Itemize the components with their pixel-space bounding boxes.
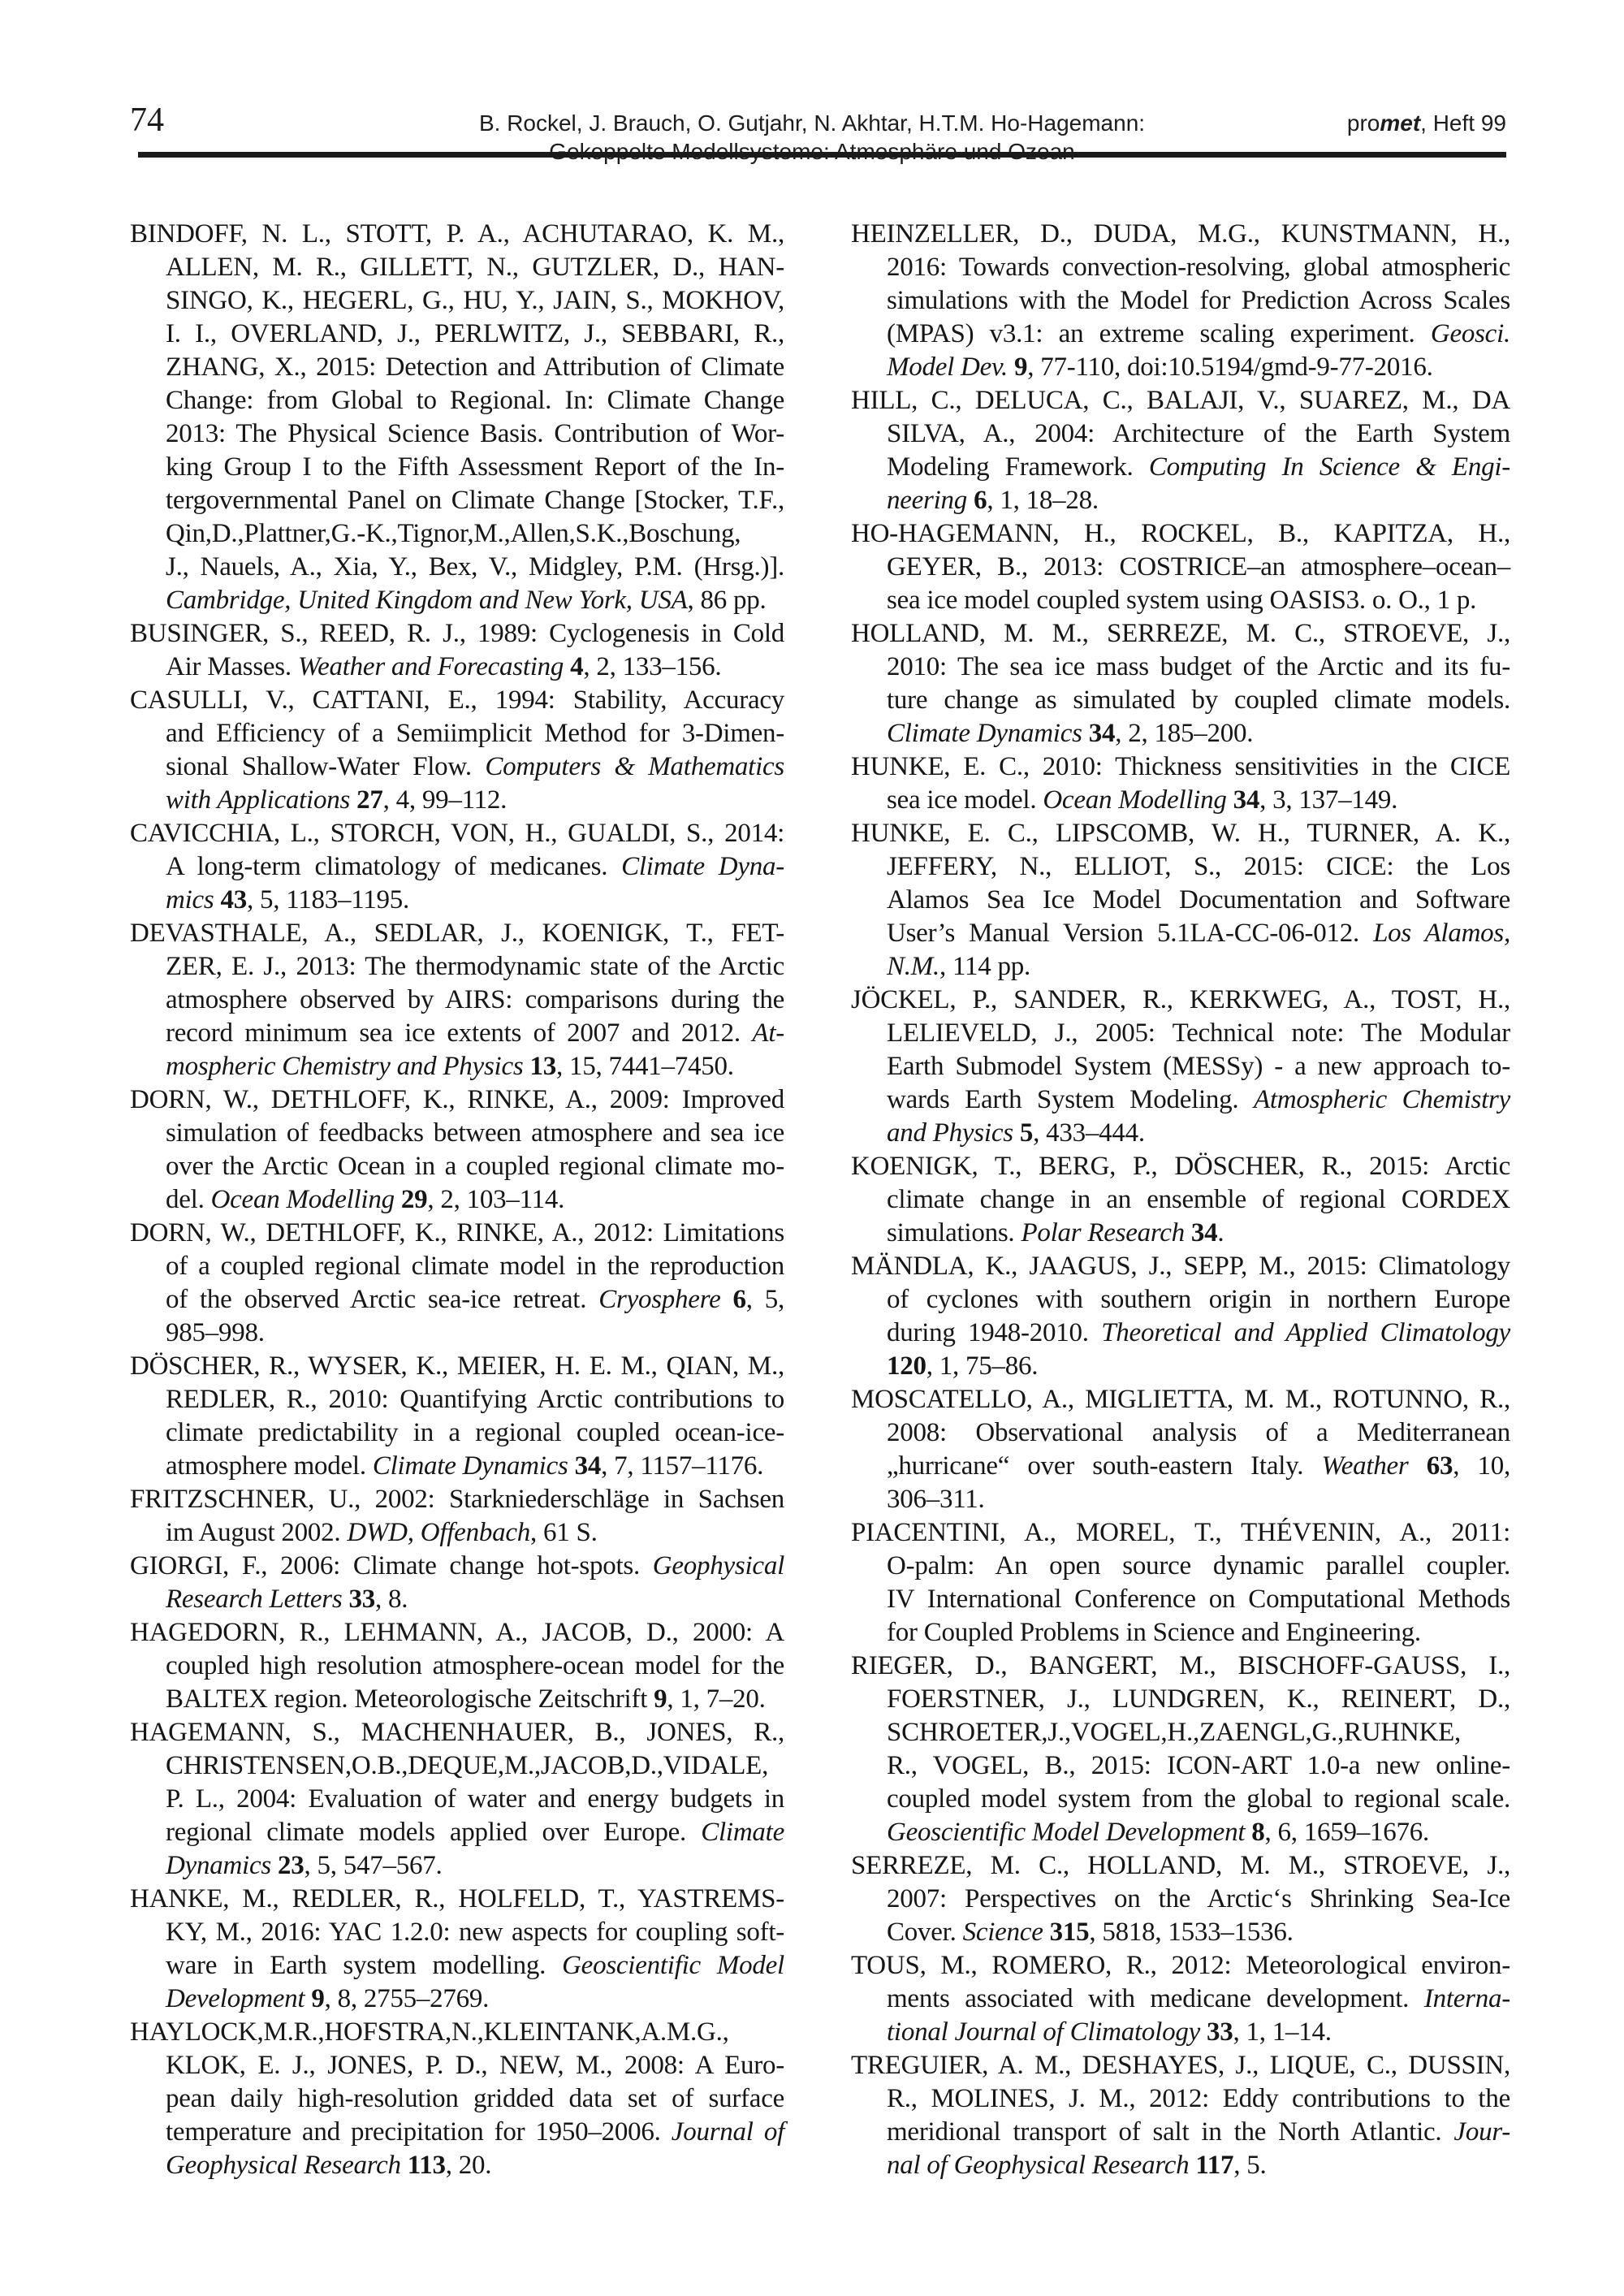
reference-line: sea ice model. Ocean Modelling 34, 3, 137–149. [887, 785, 1398, 815]
reference-entry [851, 218, 1510, 384]
reference-line: del. Ocean Modelling 29, 2, 103–114. [166, 1185, 565, 1214]
reference-line: tional Journal of Climatology 33, 1, 1–14. [887, 2017, 1332, 2047]
reference-line: of the observed Arctic sea-ice retreat. Cryosphere 6, 5, [166, 1285, 784, 1314]
reference-line: simulations with the Model for Prediction Across Scales [887, 286, 1510, 315]
reference-line: „hurricane“ over south-eastern Italy. Weather 63, 10, [887, 1451, 1511, 1481]
reference-entry [851, 1949, 1510, 2049]
reference-line: Earth Submodel System (MESSy) - a new approach to- [887, 1052, 1510, 1081]
reference-line: REDLER, R., 2010: Quantifying Arctic contributions to [166, 1385, 784, 1414]
reference-line: Development 9, 8, 2755–2769. [166, 1984, 490, 2013]
reference-line: regional climate models applied over Europe. Climate [166, 1818, 784, 1847]
reference-line: sea ice model coupled system using OASIS3. o. O., 1 p. [887, 586, 1477, 615]
reference-line: Change: from Global to Regional. In: Climate Change [166, 386, 784, 415]
reference-line: KOENIGK, T., BERG, P., DÖSCHER, R., 2015: Arctic [851, 1152, 1510, 1181]
reference-line: 985–998. [166, 1318, 265, 1347]
reference-line: BALTEX region. Meteorologische Zeitschrift 9, 1, 7–20. [166, 1684, 766, 1714]
reference-line: Climate Dynamics 34, 2, 185–200. [887, 719, 1254, 748]
reference-line: HUNKE, E. C., LIPSCOMB, W. H., TURNER, A. K., [851, 819, 1510, 848]
reference-line: and Efficiency of a Semiimplicit Method for 3-Dimen- [166, 719, 784, 748]
reference-entry [851, 1849, 1510, 1949]
reference-line: pean daily high-resolution gridded data set of surface [166, 2084, 784, 2113]
reference-line: king Group I to the Fifth Assessment Report of the In- [166, 452, 784, 482]
reference-line: JEFFERY, N., ELLIOT, S., 2015: CICE: the Los [887, 852, 1510, 881]
reference-line: DEVASTHALE, A., SEDLAR, J., KOENIGK, T., FET- [130, 919, 784, 948]
reference-entry [130, 2016, 784, 2182]
reference-entry [130, 1217, 784, 1350]
reference-line: BINDOFF, N. L., STOTT, P. A., ACHUTARAO, K. M., [130, 219, 784, 249]
reference-line: CHRISTENSEN,O.B.,DEQUE,M.,JACOB,D.,VIDALE, [166, 1751, 769, 1780]
reference-line: meridional transport of salt in the North Atlantic. Jour- [887, 2117, 1510, 2147]
reference-line: atmosphere model. Climate Dynamics 34, 7, 1157–1176. [166, 1451, 764, 1481]
reference-line: RIEGER, D., BANGERT, M., BISCHOFF-GAUSS, I., [851, 1651, 1510, 1680]
reference-line: Dynamics 23, 5, 547–567. [166, 1851, 443, 1880]
reference-line: CAVICCHIA, L., STORCH, VON, H., GUALDI, S., 2014: [130, 819, 784, 848]
reference-line: HANKE, M., REDLER, R., HOLFELD, T., YASTREMS- [130, 1884, 784, 1913]
reference-line: (MPAS) v3.1: an extreme scaling experiment. Geosci. [887, 319, 1510, 348]
reference-line: Research Letters 33, 8. [166, 1585, 408, 1614]
reference-line: FRITZSCHNER, U., 2002: Starkniederschläge in Sachsen [130, 1485, 784, 1514]
reference-line: Modeling Framework. Computing In Science & Engi- [887, 452, 1510, 482]
reference-line: PIACENTINI, A., MOREL, T., THÉVENIN, A., 2011: [851, 1518, 1510, 1547]
reference-line: BUSINGER, S., REED, R. J., 1989: Cyclogenesis in Cold [130, 619, 784, 648]
reference-entry [851, 1250, 1510, 1383]
reference-entry [851, 1383, 1510, 1516]
reference-line: O-palm: An open source dynamic parallel coupler. [887, 1551, 1510, 1580]
running-head-authors: B. Rockel, J. Brauch, O. Gutjahr, N. Akhtar, H.T.M. Ho-Hagemann: [478, 110, 1146, 136]
reference-entry [130, 817, 784, 917]
reference-line: Alamos Sea Ice Model Documentation and Software [887, 885, 1510, 915]
reference-line: ture change as simulated by coupled climate models. [887, 685, 1510, 715]
reference-line: GEYER, B., 2013: COSTRICE–an atmosphere–ocean– [887, 552, 1510, 582]
reference-line: Model Dev. 9, 77-110, doi:10.5194/gmd-9-77-2016. [887, 352, 1433, 382]
references-column-left [130, 218, 784, 2182]
reference-line: and Physics 5, 433–444. [887, 1118, 1145, 1148]
reference-line: 2007: Perspectives on the Arctic‘s Shrinking Sea-Ice [887, 1884, 1510, 1913]
reference-entry [130, 617, 784, 684]
reference-line: R., VOGEL, B., 2015: ICON-ART 1.0-a new online- [887, 1751, 1510, 1780]
reference-line: of cyclones with southern origin in northern Europe [887, 1285, 1510, 1314]
reference-line: with Applications 27, 4, 99–112. [166, 785, 508, 815]
reference-entry [851, 2049, 1510, 2182]
reference-line: GIORGI, F., 2006: Climate change hot-spots. Geophysical [130, 1551, 784, 1580]
page-number: 74 [130, 102, 164, 139]
reference-line: atmosphere observed by AIRS: comparisons during the [166, 985, 784, 1014]
reference-entry [130, 1616, 784, 1716]
reference-line: tergovernmental Panel on Climate Change [Stocker, T.F., [166, 486, 784, 515]
reference-entry [130, 1083, 784, 1217]
reference-line: KY, M., 2016: YAC 1.2.0: new aspects for coupling soft- [166, 1918, 784, 1947]
journal-issue-suffix: , Heft 99 [1420, 110, 1506, 136]
reference-line: IV International Conference on Computational Methods [887, 1585, 1510, 1614]
reference-line: KLOK, E. J., JONES, P. D., NEW, M., 2008: A Euro- [166, 2051, 784, 2080]
reference-line: Geoscientific Model Development 8, 6, 1659–1676. [887, 1818, 1429, 1847]
journal-issue-label [1347, 110, 1506, 136]
reference-line: 2010: The sea ice mass budget of the Arctic and its fu- [887, 652, 1510, 681]
reference-line: SILVA, A., 2004: Architecture of the Earth System [887, 419, 1510, 448]
reference-line: DORN, W., DETHLOFF, K., RINKE, A., 2012: Limitations [130, 1218, 784, 1247]
header-divider-rule [138, 152, 1506, 158]
reference-line: ware in Earth system modelling. Geoscientific Model [166, 1951, 784, 1980]
reference-line: 2008: Observational analysis of a Mediterranean [887, 1418, 1510, 1447]
reference-entry [130, 684, 784, 817]
reference-line: ZHANG, X., 2015: Detection and Attribution of Climate [166, 352, 784, 382]
reference-line: Geophysical Research 113, 20. [166, 2151, 492, 2180]
reference-line: FOERSTNER, J., LUNDGREN, K., REINERT, D., [887, 1684, 1510, 1714]
references-column-right [851, 218, 1510, 2182]
reference-line: im August 2002. DWD, Offenbach, 61 S. [166, 1518, 598, 1547]
reference-line: P. L., 2004: Evaluation of water and energy budgets in [166, 1784, 784, 1814]
reference-line: coupled high resolution atmosphere-ocean model for the [166, 1651, 784, 1680]
reference-entry [851, 1516, 1510, 1650]
reference-entry [851, 984, 1510, 1150]
reference-entry [851, 1150, 1510, 1250]
reference-line: neering 6, 1, 18–28. [887, 486, 1099, 515]
reference-entry [851, 817, 1510, 984]
reference-line: HAGEMANN, S., MACHENHAUER, B., JONES, R., [130, 1718, 784, 1747]
reference-entry [130, 1550, 784, 1616]
reference-line: DORN, W., DETHLOFF, K., RINKE, A., 2009: Improved [130, 1085, 784, 1114]
reference-line: A long-term climatology of medicanes. Climate Dyna- [166, 852, 784, 881]
reference-line: coupled model system from the global to regional scale. [887, 1784, 1510, 1814]
reference-line: MÄNDLA, K., JAAGUS, J., SEPP, M., 2015: Climatology [851, 1252, 1510, 1281]
reference-line: I. I., OVERLAND, J., PERLWITZ, J., SEBBARI, R., [166, 319, 784, 348]
reference-line: TREGUIER, A. M., DESHAYES, J., LIQUE, C., DUSSIN, [851, 2051, 1510, 2080]
reference-entry [130, 218, 784, 617]
reference-line: HEINZELLER, D., DUDA, M.G., KUNSTMANN, H., [851, 219, 1510, 249]
reference-entry [130, 1716, 784, 1883]
reference-entry [130, 1883, 784, 2016]
reference-line: nal of Geophysical Research 117, 5. [887, 2151, 1267, 2180]
reference-entry [130, 917, 784, 1083]
reference-line: temperature and precipitation for 1950–2006. Journal of [166, 2117, 784, 2147]
reference-line: SERREZE, M. C., HOLLAND, M. M., STROEVE, J., [851, 1851, 1510, 1880]
reference-line: over the Arctic Ocean in a coupled regional climate mo- [166, 1152, 784, 1181]
reference-line: Cambridge, United Kingdom and New York, USA, 86 pp. [166, 586, 767, 615]
reference-line: R., MOLINES, J. M., 2012: Eddy contributions to the [887, 2084, 1510, 2113]
reference-entry [851, 517, 1510, 617]
reference-line: HOLLAND, M. M., SERREZE, M. C., STROEVE, J., [851, 619, 1510, 648]
reference-line: Cover. Science 315, 5818, 1533–1536. [887, 1918, 1294, 1947]
reference-line: HUNKE, E. C., 2010: Thickness sensitivities in the CICE [851, 752, 1510, 781]
reference-line: 120, 1, 75–86. [887, 1351, 1039, 1381]
reference-line: sional Shallow-Water Flow. Computers & Mathematics [166, 752, 784, 781]
reference-line: DÖSCHER, R., WYSER, K., MEIER, H. E. M., QIAN, M., [130, 1351, 784, 1381]
reference-line: HO-HAGEMANN, H., ROCKEL, B., KAPITZA, H., [851, 519, 1510, 548]
journal-name-bold: met [1380, 110, 1421, 136]
reference-line: SINGO, K., HEGERL, G., HU, Y., JAIN, S., MOKHOV, [166, 286, 784, 315]
reference-line: Qin,D.,Plattner,G.-K.,Tignor,M.,Allen,S.K.,Boschung, [166, 519, 741, 548]
reference-line: ALLEN, M. R., GILLETT, N., GUTZLER, D., HAN- [166, 253, 784, 282]
reference-entry [130, 1483, 784, 1550]
reference-entry [130, 1350, 784, 1483]
reference-entry [851, 617, 1510, 750]
reference-line: simulations. Polar Research 34. [887, 1218, 1224, 1247]
reference-line: HAYLOCK,M.R.,HOFSTRA,N.,KLEINTANK,A.M.G., [130, 2017, 729, 2047]
reference-line: LELIEVELD, J., 2005: Technical note: The Modular [887, 1018, 1510, 1048]
reference-line: ZER, E. J., 2013: The thermodynamic state of the Arctic [166, 952, 784, 981]
reference-line: HILL, C., DELUCA, C., BALAJI, V., SUAREZ, M., DA [851, 386, 1510, 415]
reference-line: 2016: Towards convection-resolving, global atmospheric [887, 253, 1510, 282]
reference-line: N.M., 114 pp. [887, 952, 1031, 981]
reference-line: record minimum sea ice extents of 2007 and 2012. At- [166, 1018, 784, 1048]
reference-entry [851, 384, 1510, 517]
reference-line: 306–311. [887, 1485, 985, 1514]
reference-line: mics 43, 5, 1183–1195. [166, 885, 410, 915]
reference-line: simulation of feedbacks between atmosphere and sea ice [166, 1118, 784, 1148]
reference-line: climate predictability in a regional coupled ocean-ice- [166, 1418, 784, 1447]
reference-line: 2013: The Physical Science Basis. Contribution of Wor- [166, 419, 784, 448]
reference-entry [851, 750, 1510, 817]
reference-line: MOSCATELLO, A., MIGLIETTA, M. M., ROTUNNO, R., [851, 1385, 1510, 1414]
reference-line: for Coupled Problems in Science and Engineering. [887, 1618, 1421, 1647]
reference-line: User’s Manual Version 5.1LA-CC-06-012. Los Alamos, [887, 919, 1510, 948]
reference-line: Air Masses. Weather and Forecasting 4, 2, 133–156. [166, 652, 722, 681]
reference-entry [851, 1650, 1510, 1849]
reference-line: TOUS, M., ROMERO, R., 2012: Meteorological environ- [851, 1951, 1510, 1980]
reference-line: climate change in an ensemble of regional CORDEX [887, 1185, 1510, 1214]
reference-line: mospheric Chemistry and Physics 13, 15, 7441–7450. [166, 1052, 734, 1081]
reference-line: of a coupled regional climate model in the reproduction [166, 1252, 784, 1281]
reference-line: wards Earth System Modeling. Atmospheric Chemistry [887, 1085, 1510, 1114]
reference-line: HAGEDORN, R., LEHMANN, A., JACOB, D., 2000: A [130, 1618, 784, 1647]
reference-line: SCHROETER,J.,VOGEL,H.,ZAENGL,G.,RUHNKE, [887, 1718, 1462, 1747]
reference-line: CASULLI, V., CATTANI, E., 1994: Stability, Accuracy [130, 685, 784, 715]
reference-line: ments associated with medicane development. Interna- [887, 1984, 1510, 2013]
reference-line: during 1948-2010. Theoretical and Applied Climatology [887, 1318, 1510, 1347]
reference-line: J., Nauels, A., Xia, Y., Bex, V., Midgley, P.M. (Hrsg.)]. [166, 552, 784, 582]
journal-name-prefix: pro [1346, 110, 1380, 136]
reference-line: JÖCKEL, P., SANDER, R., KERKWEG, A., TOST, H., [851, 985, 1510, 1014]
